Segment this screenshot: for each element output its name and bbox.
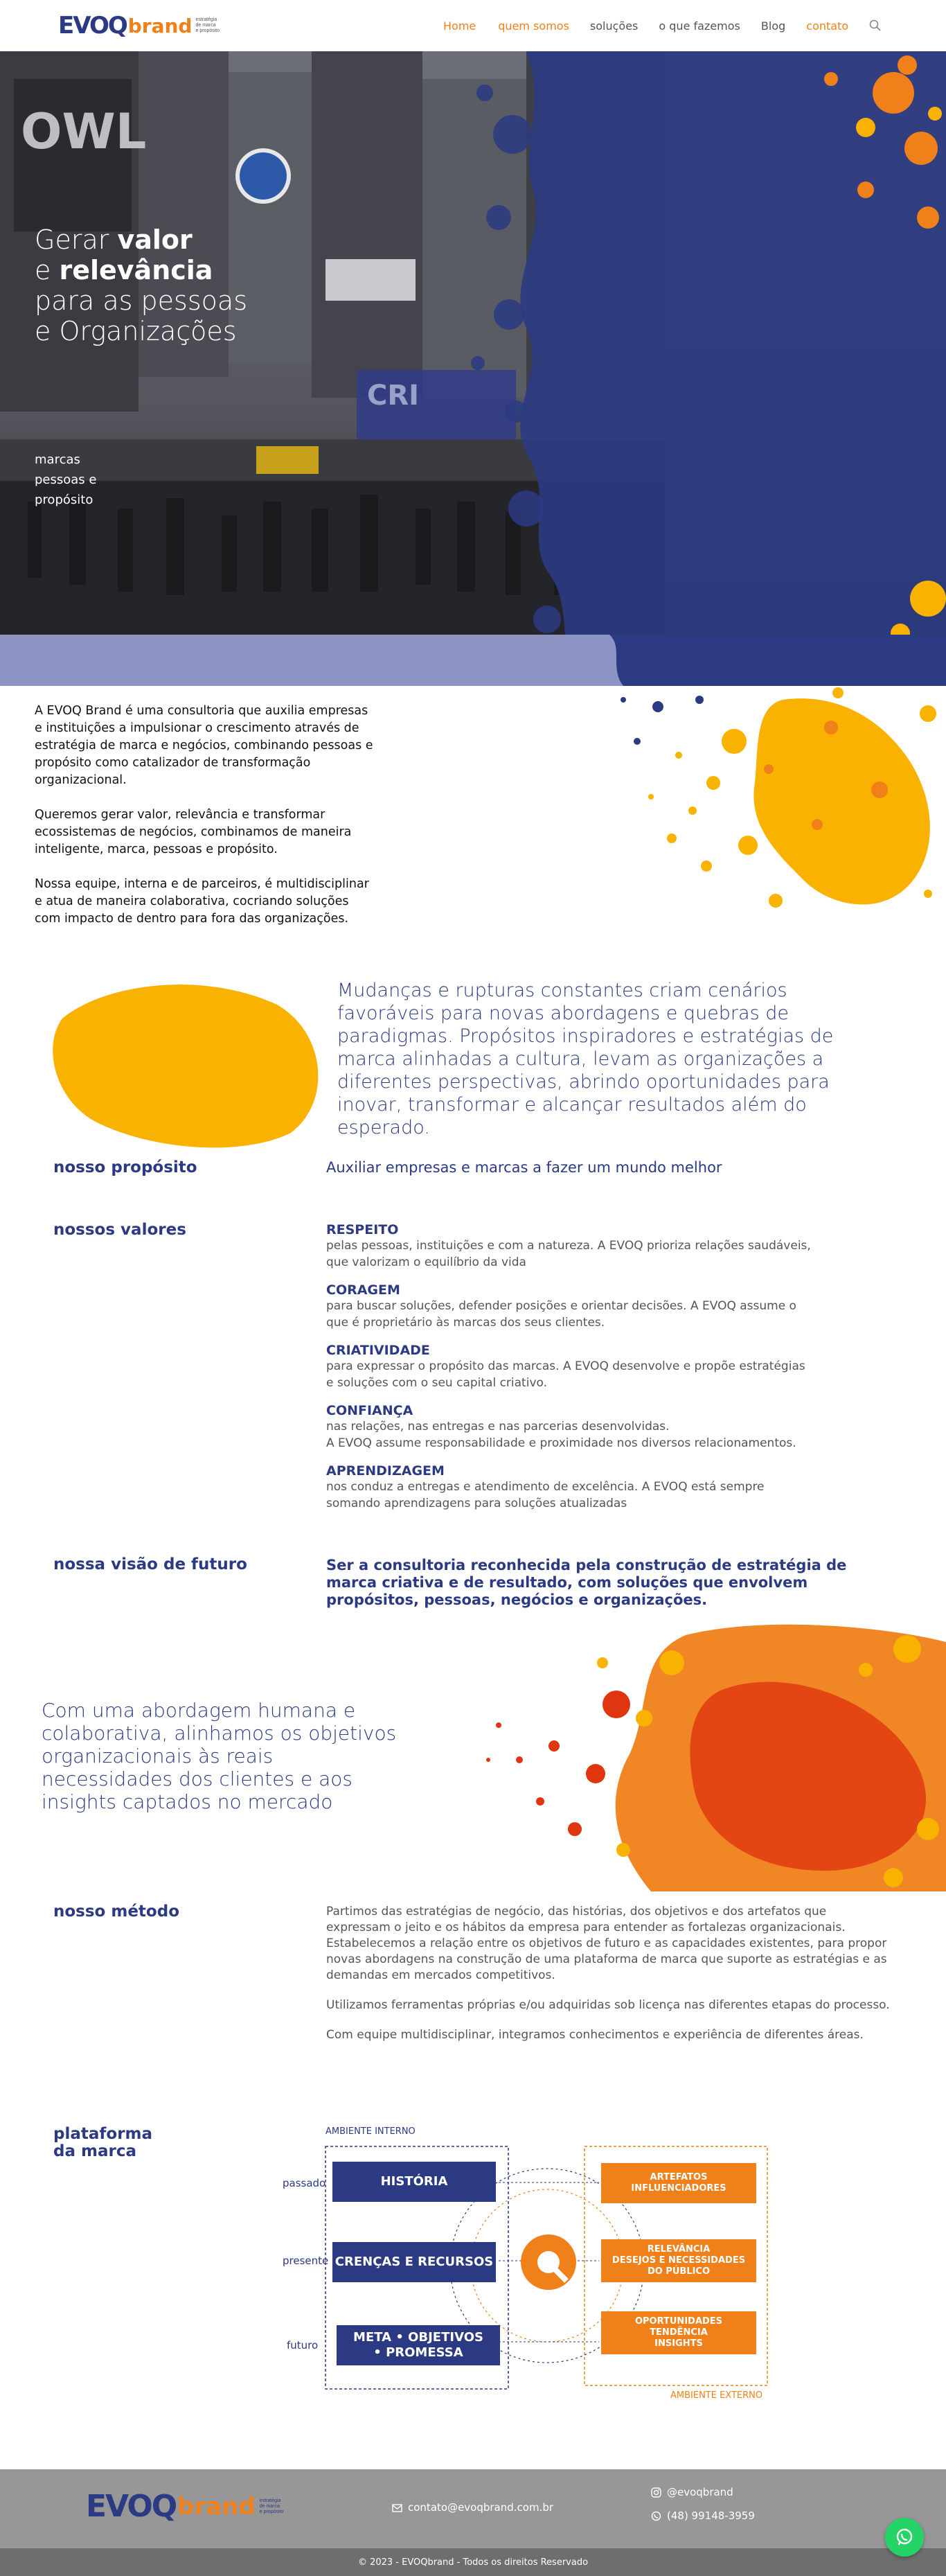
header-logo[interactable]	[58, 11, 231, 40]
purpose-text: Auxiliar empresas e marcas a fazer um mundo melhor	[326, 1159, 722, 1176]
value-description: somando aprendizagens para soluções atualizadas	[326, 1497, 627, 1510]
method-paragraph: Com equipe multidisciplinar, integramos conhecimentos e experiência de diferentes áreas.	[326, 2028, 864, 2042]
hero-title-bold: relevância	[59, 255, 213, 285]
tagline-line: estratégia	[259, 2498, 281, 2503]
whatsapp-icon	[894, 2527, 915, 2548]
diagram-presente-label: presente	[283, 2255, 329, 2267]
diagram-box-line: RELEVÂNCIA	[647, 2244, 711, 2255]
paint-splash-orange	[478, 1621, 946, 1891]
platform-label-line: plataforma	[53, 2125, 153, 2143]
value-title: CONFIANÇA	[326, 1403, 413, 1418]
hero-subtitle-line: pessoas e	[35, 473, 97, 487]
value-title: APRENDIZAGEM	[326, 1463, 445, 1479]
hero-banner	[0, 51, 946, 686]
copyright-bar	[0, 2548, 946, 2576]
value-item	[326, 1343, 853, 1391]
diagram-box-line: OPORTUNIDADES	[634, 2316, 723, 2327]
diagram-box-oportunidades	[601, 2311, 756, 2354]
hero-title-text: e Organizações	[35, 316, 237, 346]
value-description: nas relações, nas entregas e nas parcerias desenvolvidas.	[326, 1420, 670, 1433]
brand-platform-diagram	[277, 2120, 776, 2411]
nav-home[interactable]: Home	[443, 19, 476, 33]
tagline-line: e propósito	[195, 28, 220, 33]
svg-text:CRI: CRI	[367, 380, 420, 412]
diagram-box-historia: HISTÓRIA	[332, 2162, 496, 2202]
tagline-line: estratégia	[195, 17, 217, 22]
nav-blog[interactable]: Blog	[760, 19, 786, 33]
value-title: CRIATIVIDADE	[326, 1343, 430, 1358]
footer-logo[interactable]	[86, 2489, 283, 2524]
tagline-line: e propósito	[259, 2509, 284, 2514]
intro-text	[35, 703, 374, 945]
statement-text: Mudanças e rupturas constantes criam cenários favoráveis para novas abordagens e quebras de paradigmas. Propósitos inspiradores e estratégias de marca alinhadas a cultura, levam as organizações a diferentes perspectivas, abrindo oportunidades para inovar, transformar e alcançar resultados além do esperado.	[337, 980, 834, 1138]
hero-title-text: Gerar	[35, 224, 118, 255]
purpose-label: nosso propósito	[53, 1158, 197, 1176]
yellow-blob	[48, 977, 325, 1150]
diagram-box-relevancia	[601, 2239, 756, 2282]
diagram-futuro-label: futuro	[287, 2339, 319, 2352]
diagram-box-line: ARTEFATOS	[650, 2172, 708, 2182]
value-title: RESPEITO	[326, 1222, 399, 1237]
hero-subtitle-line: marcas	[35, 452, 80, 467]
logo-tagline	[260, 2498, 284, 2515]
vision-label: nossa visão de futuro	[53, 1555, 247, 1573]
intro-paragraph: A EVOQ Brand é uma consultoria que auxilia empresas e instituições a impulsionar o crescimento através de estratégia de marca e negócios, combinando pessoas e propósito como catalizador de transformação organizacional.	[35, 704, 373, 787]
logo-evoq: EVOQ	[86, 2489, 177, 2524]
copyright-text: © 2023 - EVOQbrand - Todos os direitos Reservado	[357, 2557, 589, 2568]
hero-background-image	[0, 51, 946, 686]
paint-splash-yellow	[609, 686, 946, 915]
whatsapp-icon	[651, 2511, 661, 2521]
nav-solucoes[interactable]: soluções	[589, 19, 639, 33]
value-description: para buscar soluções, defender posições e orientar decisões. A EVOQ assume o	[326, 1299, 796, 1313]
method-paragraph: Partimos das estratégias de negócio, das histórias, dos objetivos e dos artefatos que expressam o jeito e os hábitos da empresa para entender as fortalezas organizacionais. Estabelecemos a relação entre os objetivos de futuro e as capacidades existentes, para propor novas abordagens na construção de uma plataforma de marca que suporte as estratégias e as demandas em mercados competitivos.	[326, 1905, 887, 1982]
footer-phone-text: (48) 99148-3959	[667, 2509, 755, 2522]
intro-paragraph: Nossa equipe, interna e de parceiros, é multidisciplinar e atua de maneira colaborativa, cocriando soluções com impacto de dentro para fora das organizações.	[35, 877, 369, 926]
approach-text: Com uma abordagem humana e colaborativa, alinhamos os objetivos organizacionais às reais necessidades dos clientes e aos insights captados no mercado	[42, 1699, 397, 1813]
nav-o-que-fazemos[interactable]: o que fazemos	[659, 19, 740, 33]
site-footer	[0, 2469, 946, 2548]
intro-paragraph: Queremos gerar valor, relevância e transformar ecossistemas de negócios, combinamos de maneira inteligente, marca, pessoas e propósito.	[35, 808, 352, 856]
diagram-box-line: TENDÊNCIA	[650, 2327, 708, 2338]
logo-brand: brand	[127, 14, 193, 37]
diagram-internal-label: AMBIENTE INTERNO	[325, 2126, 416, 2137]
diagram-box-line: INFLUENCIADORES	[631, 2183, 726, 2194]
site-header	[0, 0, 946, 51]
value-description: que valorizam o equilíbrio da vida	[326, 1255, 526, 1269]
value-description: nos conduz a entregas e atendimento de excelência. A EVOQ está sempre	[326, 1480, 765, 1494]
email-icon	[392, 2503, 402, 2512]
value-item	[326, 1463, 853, 1512]
footer-instagram[interactable]	[651, 2486, 733, 2498]
footer-instagram-text: @evoqbrand	[667, 2486, 733, 2498]
method-text	[326, 1904, 894, 2057]
value-description: que é proprietário às marcas dos seus clientes.	[326, 1316, 605, 1330]
value-item	[326, 1282, 853, 1331]
footer-email-text: contato@evoqbrand.com.br	[408, 2501, 554, 2514]
svg-text:OWL: OWL	[21, 103, 147, 160]
diagram-external-label: AMBIENTE EXTERNO	[670, 2390, 763, 2401]
diagram-box-meta	[337, 2325, 500, 2365]
nav-quem-somos[interactable]: quem somos	[498, 19, 569, 33]
values-list	[326, 1222, 853, 1512]
hero-title	[35, 224, 325, 346]
values-label: nossos valores	[53, 1221, 186, 1239]
hero-subtitle	[35, 450, 111, 510]
diagram-box-line: META • OBJETIVOS	[353, 2330, 483, 2345]
method-paragraph: Utilizamos ferramentas próprias e/ou adquiridas sob licença nas diferentes etapas do processo.	[326, 1998, 890, 2012]
method-label: nosso método	[53, 1903, 179, 1921]
footer-phone[interactable]	[651, 2509, 755, 2522]
tagline-line: de marca	[259, 2503, 280, 2509]
value-description: A EVOQ assume responsabilidade e proximidade nos diversos relacionamentos.	[326, 1436, 796, 1450]
value-description: pelas pessoas, instituições e com a natureza. A EVOQ prioriza relações saudáveis,	[326, 1239, 811, 1253]
nav-contato[interactable]: contato	[806, 19, 849, 33]
logo-tagline	[195, 17, 220, 34]
search-icon[interactable]	[869, 19, 882, 32]
logo-evoq: EVOQ	[58, 12, 127, 39]
value-item	[326, 1222, 853, 1271]
value-title: CORAGEM	[326, 1282, 400, 1298]
platform-label	[53, 2126, 152, 2160]
diagram-box-line: DO PÚBLICO	[647, 2266, 711, 2277]
diagram-box-line: DESEJOS E NECESSIDADES	[612, 2255, 746, 2266]
tagline-line: de marca	[195, 23, 216, 28]
hero-title-bold: valor	[117, 224, 193, 255]
hero-title-text: e	[35, 255, 60, 285]
main-nav	[443, 18, 882, 33]
value-description: e soluções com o seu capital criativo.	[326, 1376, 548, 1390]
hero-title-text: para as pessoas	[35, 285, 247, 316]
diagram-box-artefatos	[601, 2163, 756, 2203]
instagram-icon	[651, 2487, 661, 2498]
footer-email[interactable]	[392, 2501, 553, 2514]
whatsapp-floating-button[interactable]	[885, 2518, 924, 2557]
diagram-box-crencas: CRENÇAS E RECURSOS	[332, 2242, 496, 2282]
platform-label-line: da marca	[53, 2142, 136, 2160]
logo-brand: brand	[177, 2492, 256, 2521]
diagram-box-line: INSIGHTS	[654, 2338, 703, 2349]
hero-subtitle-line: propósito	[35, 493, 93, 507]
vision-text: Ser a consultoria reconhecida pela construção de estratégia de marca criativa e de resultado, com soluções que envolvem propósitos, pessoas, negócios e organizações.	[326, 1557, 847, 1608]
diagram-box-line: • PROMESSA	[373, 2345, 463, 2360]
value-item	[326, 1403, 853, 1452]
diagram-passado-label: passado	[283, 2177, 326, 2189]
value-description: para expressar o propósito das marcas. A EVOQ desenvolve e propõe estratégias	[326, 1359, 805, 1373]
